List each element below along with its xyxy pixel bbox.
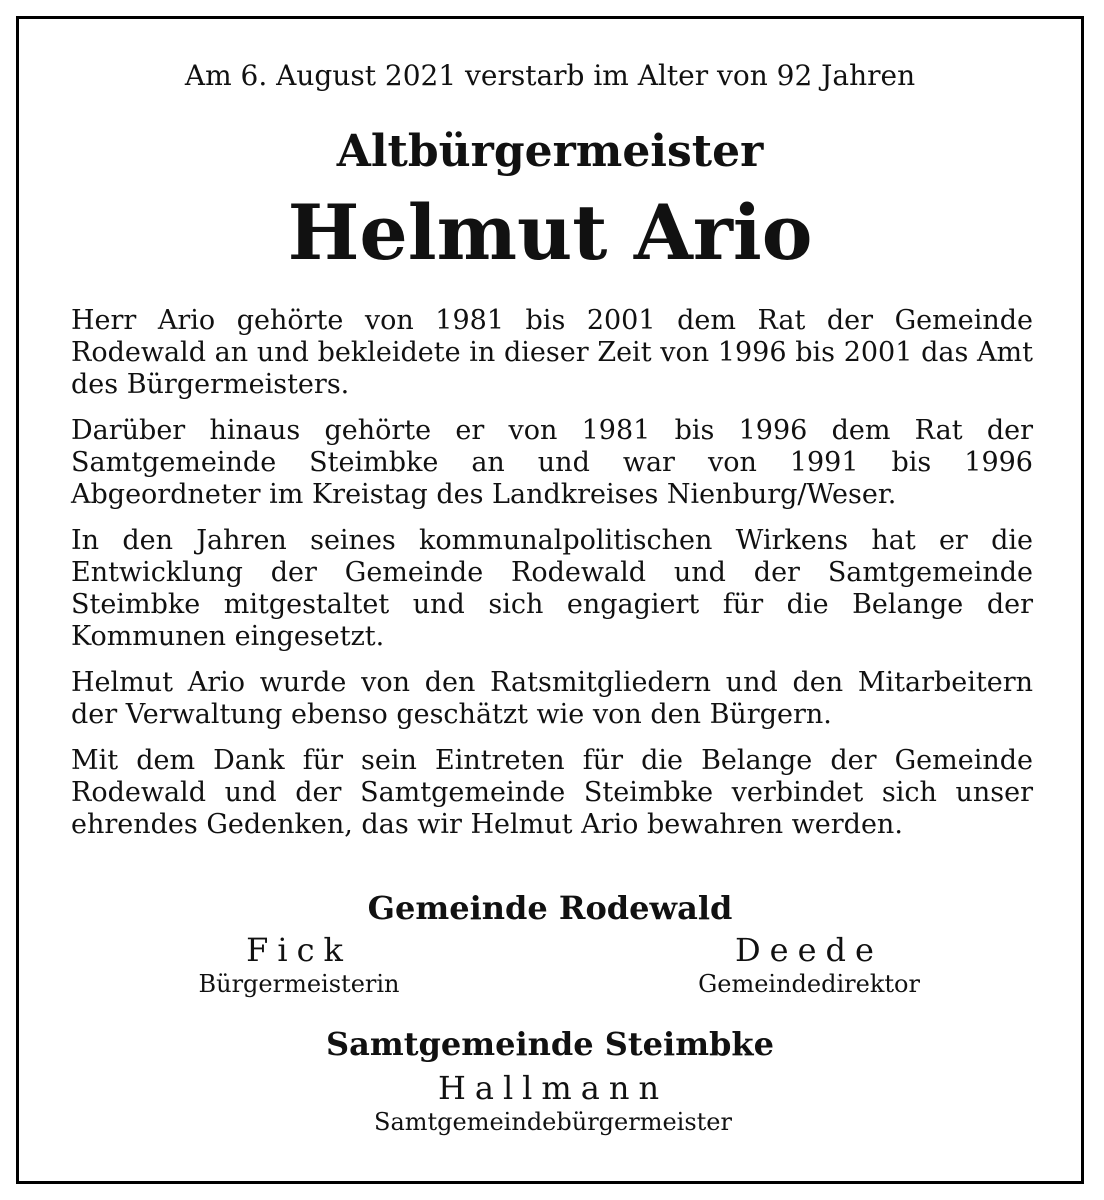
signer-name: Hallmann bbox=[437, 1069, 669, 1107]
paragraph-4: Helmut Ario wurde von den Ratsmitgliedern und den Mitarbeitern der Verwaltung ebenso geschätzt wie von den Bürgern. bbox=[71, 667, 1033, 730]
signer-role: Gemeindedirektor bbox=[698, 970, 920, 998]
org-samtgemeinde-steimbke: Samtgemeinde Steimbke bbox=[326, 1025, 774, 1063]
signer-role: Samtgemeindebürgermeister bbox=[374, 1108, 732, 1136]
obituary-notice bbox=[16, 16, 1084, 1184]
paragraph-5: Mit dem Dank für sein Eintreten für die Belange der Gemeinde Rodewald und der Samtgemeinde Steimbke verbindet sich unser ehrendes Gedenken, das wir Helmut Ario bewahren werden. bbox=[71, 745, 1033, 840]
signer-name: Deede bbox=[735, 931, 883, 969]
org-gemeinde-rodewald: Gemeinde Rodewald bbox=[367, 889, 733, 927]
deceased-name: Helmut Ario bbox=[287, 188, 813, 277]
signer-hallmann bbox=[303, 1069, 803, 1137]
paragraph-2: Darüber hinaus gehörte er von 1981 bis 1996 dem Rat der Samtgemeinde Steimbke an und war von 1991 bis 1996 Abgeordneter im Kreistag des Landkreises Nienburg/Weser. bbox=[71, 415, 1033, 510]
notice-body bbox=[71, 305, 1033, 855]
signer-fick bbox=[149, 931, 449, 999]
paragraph-3: In den Jahren seines kommunalpolitischen Wirkens hat er die Entwicklung der Gemeinde Rodewald und der Samtgemeinde Steimbke mitgestaltet und sich engagiert für die Belange der Kommunen eingesetzt. bbox=[71, 525, 1033, 652]
signer-deede bbox=[659, 931, 959, 999]
intro-line: Am 6. August 2021 verstarb im Alter von 92 Jahren bbox=[184, 59, 916, 92]
signer-role: Bürgermeisterin bbox=[198, 970, 400, 998]
honorary-title: Altbürgermeister bbox=[336, 126, 764, 177]
signer-name: Fick bbox=[246, 931, 352, 969]
paragraph-1: Herr Ario gehörte von 1981 bis 2001 dem Rat der Gemeinde Rodewald an und bekleidete in dieser Zeit von 1996 bis 2001 das Amt des Bürgermeisters. bbox=[71, 305, 1033, 400]
